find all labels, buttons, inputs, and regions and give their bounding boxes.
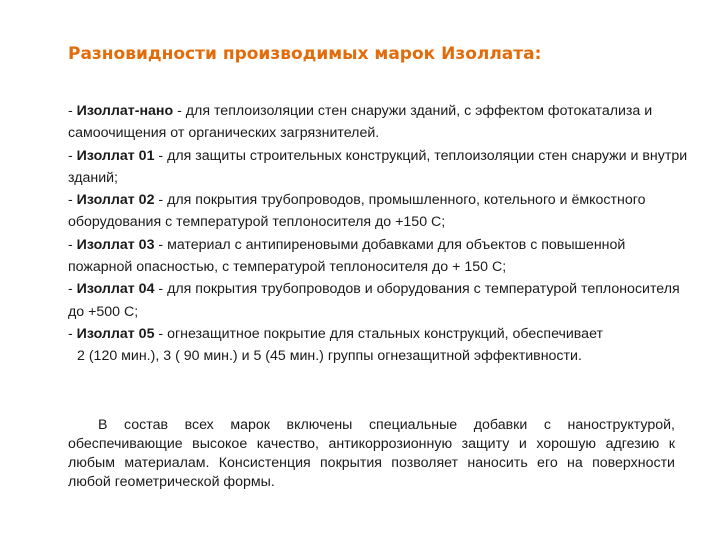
item-dash: - bbox=[68, 281, 77, 298]
item-description: - для теплоизоляции стен снаружи зданий, с эффектом фотокатализа и самоочищения от органических загрязнителей. bbox=[68, 103, 653, 142]
item-dash: - bbox=[68, 325, 77, 342]
slide-title: Разновидности производимых марок Изоллата: bbox=[68, 44, 542, 64]
item-description: - для покрытия трубопроводов и оборудования с температурой теплоносителя до +500 С; bbox=[68, 281, 680, 320]
item-description: - для защиты строительных конструкций, теплоизоляции стен снаружи и внутри зданий; bbox=[68, 147, 688, 186]
list-item bbox=[68, 278, 688, 323]
item-name: Изоллат 04 bbox=[76, 281, 155, 298]
list-item bbox=[68, 234, 688, 279]
brand-list bbox=[68, 100, 688, 368]
item-description: - огнезащитное покрытие для стальных конструкций, обеспечивает bbox=[154, 325, 603, 342]
item-dash: - bbox=[68, 236, 77, 253]
item-name: Изоллат-нано bbox=[76, 103, 174, 119]
groups-line: 2 (120 мин.), 3 ( 90 мин.) и 5 (45 мин.) группы огнезащитной эффективности. bbox=[77, 348, 582, 365]
item-description: - материал с антипиреновыми добавками для объектов с повышенной пожарной опасностью, с температурой теплоносителя до + 150 С; bbox=[68, 236, 626, 276]
description-paragraph: В состав всех марок включены специальные добавки с наноструктурой, обеспечивающие высокое качество, антикоррозионную защиту и хорошую адгезию к любым материалам. Консистенция покрытия позволяет наносить его на поверхности любой геометрической формы. bbox=[68, 417, 675, 491]
item-name: Изоллат 03 bbox=[76, 236, 155, 253]
list-item bbox=[68, 145, 688, 190]
list-item bbox=[68, 100, 688, 145]
list-item bbox=[68, 189, 688, 234]
item-name: Изоллат 01 bbox=[76, 147, 155, 164]
item-name: Изоллат 02 bbox=[76, 192, 155, 209]
item-dash: - bbox=[68, 103, 77, 119]
item-name: Изоллат 05 bbox=[76, 325, 155, 342]
item-dash: - bbox=[68, 192, 77, 209]
item-description: - для покрытия трубопроводов, промышленного, котельного и ёмкостного оборудования с температурой теплоносителя до +150 С; bbox=[68, 192, 646, 231]
list-item bbox=[68, 323, 688, 345]
item-dash: - bbox=[68, 147, 77, 164]
